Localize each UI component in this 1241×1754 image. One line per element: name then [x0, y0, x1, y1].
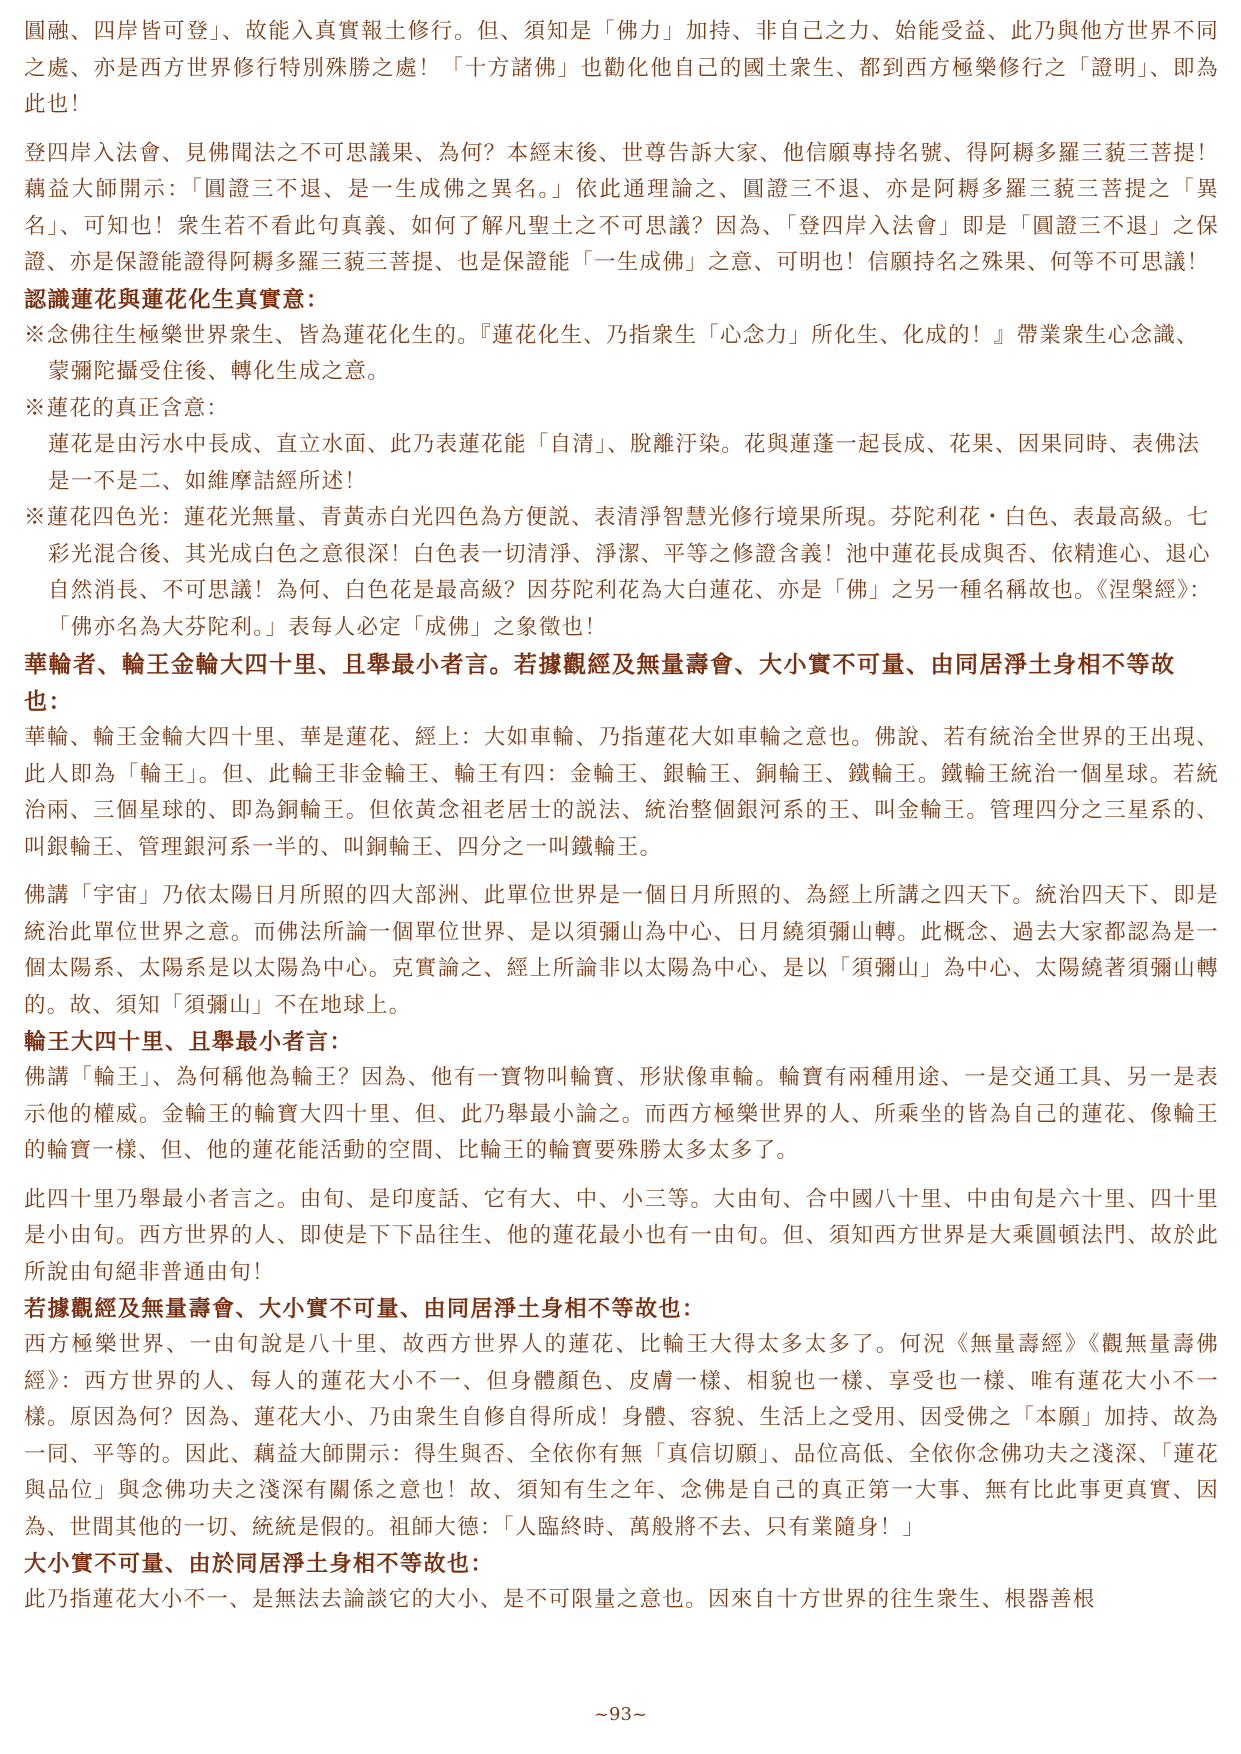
note-lotus-meaning-title: ※蓮花的真正含意： [24, 395, 230, 421]
heading-immeasurable: 大小實不可量、由於同居淨土身相不等故也： [24, 1551, 495, 1577]
paragraph-lotus-size: 西方極樂世界、一由旬說是八十里、故西方世界人的蓮花、比輪王大得太多太多了。何況《無量壽經》《觀無量壽佛經》：西方世界的人、每人的蓮花大小不一、但身體顏色、皮膚一樣、相貌也一樣、享受也一樣、唯有蓮花大小不一樣。原因為何？因為、蓮花大小、乃由衆生自修自得所成！身體、容貌、生活上之受用、因受佛之「本願」加持、故為一同、平等的。因此、藕益大師開示：得生與否、全依你有無「真信切願」、品位高低、全依你念佛功夫之淺深、「蓮花與品位」與念佛功夫之淺深有關係之意也！故、須知有生之年、念佛是自己的真正第一大事、無有比此事更真實、因為、世間其他的一切、統統是假的。祖師大德：「人臨終時、萬般將不去、只有業隨身！」 [24, 1332, 1219, 1540]
note-lotus-meaning-body: 蓮花是由污水中長成、直立水面、此乃表蓮花能「自清」、脫離汙染。花與蓮蓬一起長成、花果、因果同時、表佛法是一不是二、如維摩詰經所述！ [48, 432, 1201, 494]
paragraph-universe: 佛講「宇宙」乃依太陽日月所照的四大部洲、此單位世界是一個日月所照的、為經上所講之四天下。統治四天下、即是統治此單位世界之意。而佛法所論一個單位世界、是以須彌山為中心、日月繞須彌山轉。此概念、過去大家都認為是一個太陽系、太陽系是以太陽為中心。克實論之、經上所論非以太陽為中心、是以「須彌山」為中心、太陽繞著須彌山轉的。故、須知「須彌山」不在地球上。 [24, 883, 1219, 1018]
note-lotus-birth: ※念佛往生極樂世界衆生、皆為蓮花化生的。『蓮花化生、乃指衆生「心念力」所化生、化成的！』帶業衆生心念識、蒙彌陀攝受住後、轉化生成之意。 [24, 322, 1199, 384]
paragraph-yojana: 此四十里乃舉最小者言之。由旬、是印度話、它有大、中、小三等。大由旬、合中國八十里、中由旬是六十里、四十里是小由旬。西方世界的人、即使是下下品往生、他的蓮花最小也有一由旬。但、須知西方世界是大乘圓頓法門、故於此所說由旬絕非普通由旬！ [24, 1186, 1219, 1285]
paragraph-wheel-treasure: 佛講「輪王」、為何稱他為輪王？因為、他有一寶物叫輪寶、形狀像車輪。輪寶有兩種用途、一是交通工具、另一是表示他的權威。金輪王的輪寶大四十里、但、此乃舉最小論之。而西方極樂世界的人、所乘坐的皆為自己的蓮花、像輪王的輪寶一樣、但、他的蓮花能活動的空間、比輪王的輪寶要殊勝太多太多了。 [24, 1065, 1219, 1163]
note-lotus-four-colors: ※蓮花四色光：蓮花光無量、青黃赤白光四色為方便説、表清淨智慧光修行境果所現。芬陀利花・白色、表最高級。七彩光混合後、其光成白色之意很深！白色表一切清淨、淨潔、平等之修證含義！池中蓮花長成與否、依精進心、退心自然消長、不可思議！為何、白色花是最高級？因芬陀利花為大白蓮花、亦是「佛」之另一種名稱故也。《涅槃經》：「佛亦名為大芬陀利。」表每人必定「成佛」之象徵也！ [24, 505, 1213, 640]
heading-lotus-birth: 認識蓮花與蓮花化生真實意： [24, 286, 330, 313]
paragraph-immeasurable: 此乃指蓮花大小不一、是無法去論談它的大小、是不可限量之意也。因來自十方世界的往生衆生、根器善根 [24, 1587, 1096, 1612]
page-number: ~93~ [593, 1704, 648, 1725]
paragraph-wheel-kings: 華輪、輪王金輪大四十里、華是蓮花、經上：大如車輪、乃指蓮花大如車輪之意也。佛說、若有統治全世界的王出現、此人即為「輪王」。但、此輪王非金輪王、輪王有四：金輪王、銀輪王、銅輪王、鐵輪王。鐵輪王統治一個星球。若統治兩、三個星球的、即為銅輪王。但依黃念祖老居士的説法、統治整個銀河系的王、叫金輪王。管理四分之三星系的、叫銀輪王、管理銀河系一半的、叫銅輪王、四分之一叫鐵輪王。 [24, 725, 1219, 860]
paragraph-four-shores: 登四岸入法會、見佛聞法之不可思議果、為何？本經末後、世尊告訴大家、他信願專持名號、得阿耨多羅三藐三菩提！藕益大師開示：「圓證三不退、是一生成佛之異名。」依此通理論之、圓證三不退、亦是阿耨多羅三藐三菩提之「異名」、可知也！衆生若不看此句真義、如何了解凡聖土之不可思議？因為、「登四岸入法會」即是「圓證三不退」之保證、亦是保證能證得阿耨多羅三藐三菩提、也是保證能「一生成佛」之意、可明也！信願持名之殊果、何等不可思議！ [24, 140, 1219, 275]
heading-flower-wheel: 華輪者、輪王金輪大四十里、且舉最小者言。若據觀經及無量壽會、大小實不可量、由同居淨土身相不等故也： [24, 651, 1176, 715]
paragraph-intro: 圓融、四岸皆可登」、故能入真實報土修行。但、須知是「佛力」加持、非自己之力、始能受益、此乃與他方世界不同之處、亦是西方世界修行特別殊勝之處！「十方諸佛」也勸化他自己的國土衆生、都到西方極樂修行之「證明」、即為此也！ [24, 19, 1219, 117]
heading-sutra-size: 若據觀經及無量壽會、大小實不可量、由同居淨土身相不等故也： [24, 1296, 706, 1322]
document-page [24, 14, 1219, 1619]
heading-wheel-king: 輪王大四十里、且舉最小者言： [24, 1029, 354, 1055]
